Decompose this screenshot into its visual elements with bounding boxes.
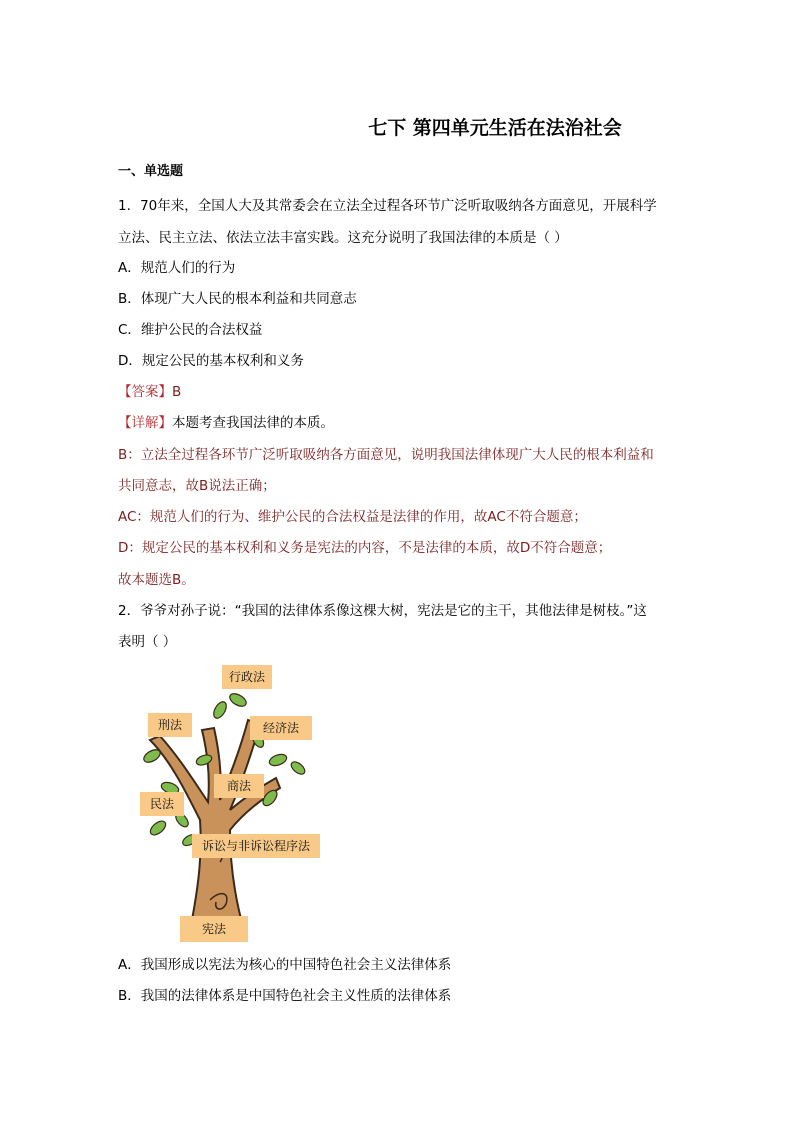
q2-option-b: B．我国的法律体系是中国特色社会主义性质的法律体系 [118,988,452,1004]
section-heading: 一、单选题 [118,164,184,179]
q1-answer [118,382,718,402]
q1-detail-line1: B：立法全过程各环节广泛听取吸纳各方面意见，说明我国法律体现广大人民的根本利益和 [118,447,654,463]
tree-label-top: 行政法 [222,665,272,689]
tree-label-left-lower: 民法 [140,792,184,816]
detail-intro: 本题考查我国法律的本质。 [172,415,334,431]
tree-label-right-upper: 经济法 [250,716,312,740]
q1-detail-line3: AC：规范人们的行为、维护公民的合法权益是法律的作用，故AC不符合题意； [118,509,587,525]
detail-tag: 【详解】 [118,415,172,431]
q1-stem-line2: 立法、民主立法、依法立法丰富实践。这充分说明了我国法律的本质是（ ） [118,230,568,246]
tree-label-trunk: 宪法 [180,916,248,942]
answer-value: B [172,384,182,400]
q2-stem-line1: 2．爷爷对孙子说：“我国的法律体系像这棵大树，宪法是它的主干，其他法律是树枝。”这 [118,603,647,619]
q1-stem-line1: 1．70年来，全国人大及其常委会在立法全过程各环节广泛听取吸纳各方面意见，开展科学 [118,198,657,214]
tree-label-left-upper: 刑法 [148,713,192,737]
q1-detail-line4: D：规定公民的基本权利和义务是宪法的内容，不是法律的本质，故D不符合题意； [118,540,612,556]
q1-option-a: A．规范人们的行为 [118,260,236,276]
answer-tag: 【答案】 [118,384,172,400]
q1-detail [118,413,718,433]
q1-option-b: B．体现广大人民的根本利益和共同意志 [118,291,357,307]
q1-option-c: C．维护公民的合法权益 [118,322,263,338]
law-tree-figure [130,660,330,945]
tree-label-lower: 诉讼与非诉讼程序法 [192,834,320,858]
page-title: 七下 第四单元生活在法治社会 [368,117,622,139]
q2-option-a: A．我国形成以宪法为核心的中国特色社会主义法律体系 [118,957,452,973]
q1-detail-line5: 故本题选B。 [118,572,195,588]
q1-option-d: D．规定公民的基本权利和义务 [118,353,304,369]
q1-detail-line2: 共同意志，故B说法正确； [118,478,276,494]
tree-label-middle: 商法 [214,774,264,798]
q2-stem-line2: 表明（ ） [118,634,177,650]
